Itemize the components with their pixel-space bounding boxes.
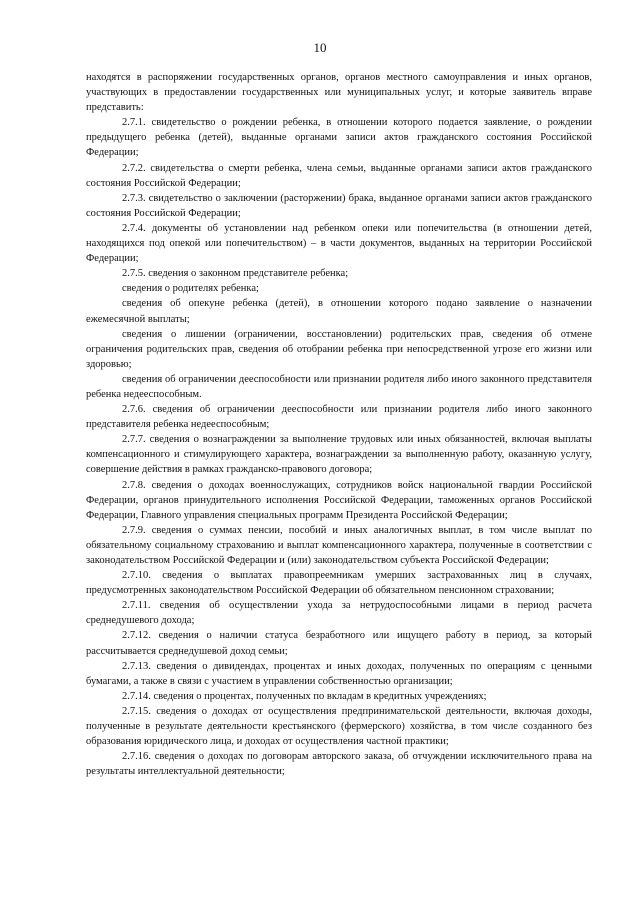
paragraph-legal-capacity-info: сведения об ограничении дееспособности или признании родителя либо иного законного представителя ребенка недееспособным. [86,373,592,400]
paragraph-2-7-13: 2.7.13. сведения о дивидендах, процентах и иных доходах, полученных по операциям с ценными бумагами, а также в связи с участием в управлении собственностью организации; [86,660,592,687]
paragraph-intro: находятся в распоряжении государственных органов, органов местного самоуправления и иных органов, участвующих в предоставлении государственных или муниципальных услуг, и которые заявитель вправе представить: [86,72,592,114]
paragraph-2-7-3: 2.7.3. свидетельство о заключении (расторжении) брака, выданное органами записи актов гражданского состояния Российской Федерации; [86,192,592,219]
paragraph-2-7-1: 2.7.1. свидетельство о рождении ребенка, в отношении которого подается заявление, о рождении предыдущего ребенка (детей), выданные органами записи актов гражданского состояния Российской Федерации; [86,117,592,159]
paragraph-2-7-11: 2.7.11. сведения об осуществлении ухода за нетрудоспособными лицами в период расчета среднедушевого дохода; [86,600,592,627]
paragraph-2-7-7: 2.7.7. сведения о вознаграждении за выполнение трудовых или иных обязанностей, включая выплаты компенсационного и стимулирующего характера, вознаграждении за выполненную работу, оказанную услугу, совершение действия в рамках гражданско-правового договора; [86,434,592,476]
paragraph-2-7-12: 2.7.12. сведения о наличии статуса безработного или ищущего работу в период, за который рассчитывается среднедушевой доход семьи; [86,630,592,657]
page-number: 10 [313,40,327,55]
paragraph-guardian-info: сведения об опекуне ребенка (детей), в отношении которого подано заявление о назначении ежемесячной выплаты; [86,298,592,325]
paragraph-2-7-2: 2.7.2. свидетельства о смерти ребенка, члена семьи, выданные органами записи актов гражданского состояния Российской Федерации; [86,162,592,189]
paragraph-2-7-14: 2.7.14. сведения о процентах, полученных по вкладам в кредитных учреждениях; [122,690,487,702]
paragraph-2-7-16: 2.7.16. сведения о доходах по договорам авторского заказа, об отчуждении исключительного права на результаты интеллектуальной деятельности; [86,751,592,778]
document-body [86,70,592,779]
paragraph-2-7-15: 2.7.15. сведения о доходах от осуществления предпринимательской деятельности, включая доходы, полученные в результате деятельности крестьянского (фермерского) хозяйства, в том числе созданного без образования юридического лица, и доходах от осуществления частной практики; [86,705,592,748]
paragraph-parental-rights-info: сведения о лишении (ограничении, восстановлении) родительских прав, сведения об отмене ограничения родительских прав, сведения об отобрании ребенка при непосредственной угрозе его жизни или здоровью; [86,328,592,370]
paragraph-2-7-10: 2.7.10. сведения о выплатах правопреемникам умерших застрахованных лиц в случаях, предусмотренных законодательством Российской Федерации об обязательном пенсионном страховании; [86,570,592,597]
paragraph-2-7-8: 2.7.8. сведения о доходах военнослужащих, сотрудников войск национальной гвардии Российской Федерации, органов принудительного исполнения Российской Федерации, таможенных органов Российской Федерации, Главного управления специальных программ Президента Российской Федерации; [86,479,592,521]
paragraph-parents-info: сведения о родителях ребенка; [122,283,259,295]
paragraph-2-7-6: 2.7.6. сведения об ограничении дееспособности или признании родителя либо иного законного представителя ребенка недееспособным; [86,404,592,431]
paragraph-2-7-9: 2.7.9. сведения о суммах пенсии, пособий и иных аналогичных выплат, в том числе выплат по обязательному социальному страхованию и выплат компенсационного характера, полученные в соответствии с законодательством Российской Федерации и (или) законодательством субъекта Российской Федерации; [86,524,592,566]
paragraph-2-7-5: 2.7.5. сведения о законном представителе ребенка; [122,268,349,280]
paragraph-2-7-4: 2.7.4. документы об установлении над ребенком опеки или попечительства (в отношении детей, находящихся под опекой или попечительством) – в части документов, выданных на территории Российской Федерации; [86,222,592,265]
